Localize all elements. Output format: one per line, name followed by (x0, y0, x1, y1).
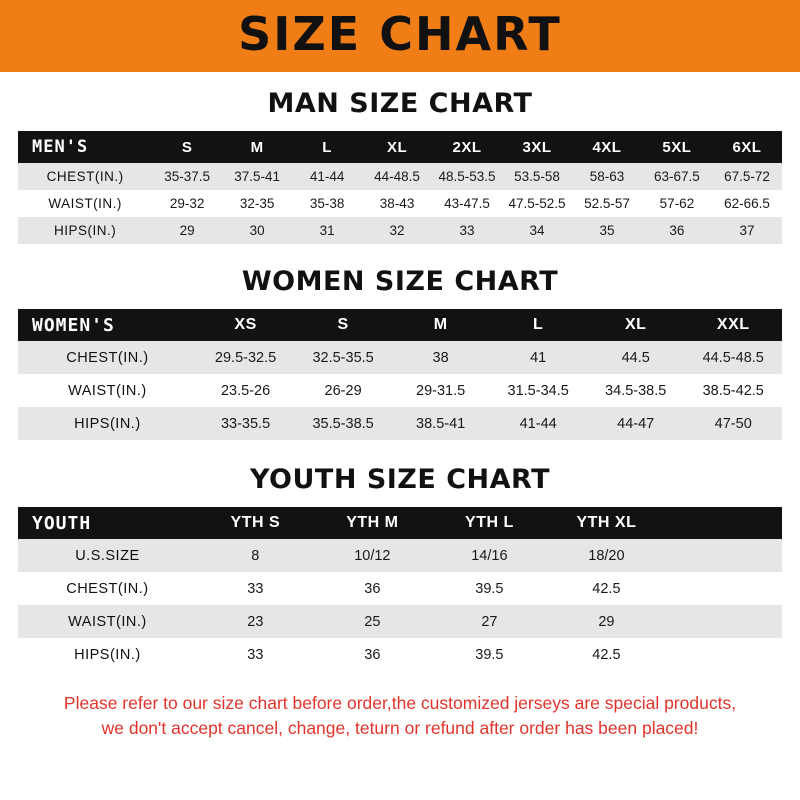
women-hips-l: 41-44 (519, 415, 557, 432)
man-hips-5xl: 36 (669, 223, 685, 238)
youth-row-chest-label: CHEST(IN.) (66, 580, 149, 597)
women-size-table (18, 309, 782, 440)
youth-header-m: YTH M (346, 514, 399, 531)
women-row-chest-label: CHEST(IN.) (66, 349, 149, 366)
table-row (18, 605, 782, 638)
man-hips-m: 30 (249, 223, 265, 238)
man-chest-2xl: 48.5-53.5 (438, 169, 496, 184)
man-chest-s: 35-37.5 (164, 169, 211, 184)
policy-note (18, 691, 782, 742)
youth-waist-xl: 29 (598, 613, 615, 630)
man-waist-xl: 38-43 (379, 196, 415, 211)
man-header-6xl: 6XL (732, 138, 762, 156)
women-chest-s: 32.5-35.5 (312, 349, 374, 366)
man-header-l: L (322, 138, 332, 156)
youth-chest-l: 39.5 (475, 580, 504, 597)
women-chest-xl: 44.5 (621, 349, 650, 366)
youth-header-xl: YTH XL (576, 514, 637, 531)
table-row (18, 341, 782, 374)
women-waist-l: 31.5-34.5 (507, 382, 569, 399)
man-hips-2xl: 33 (459, 223, 475, 238)
youth-header-s: YTH S (230, 514, 281, 531)
man-header-5xl: 5XL (662, 138, 692, 156)
man-hips-3xl: 34 (529, 223, 545, 238)
man-waist-3xl: 47.5-52.5 (508, 196, 566, 211)
women-waist-xl: 34.5-38.5 (605, 382, 667, 399)
women-header-xs: XS (234, 316, 257, 333)
women-section-title: WOMEN SIZE CHART (241, 266, 559, 297)
women-waist-xxl: 38.5-42.5 (702, 382, 764, 399)
man-hips-6xl: 37 (739, 223, 755, 238)
table-header-row (18, 507, 782, 539)
youth-hips-xl: 42.5 (592, 646, 621, 663)
man-chest-m: 37.5-41 (234, 169, 281, 184)
youth-ussize-xl: 18/20 (588, 547, 625, 564)
man-waist-2xl: 43-47.5 (444, 196, 490, 211)
youth-chest-xl: 42.5 (592, 580, 621, 597)
page-title: SIZE CHART (238, 7, 562, 61)
man-waist-s: 29-32 (169, 196, 205, 211)
man-header-label: MEN'S (32, 137, 89, 157)
man-size-table (18, 131, 782, 244)
man-hips-4xl: 35 (599, 223, 615, 238)
table-row (18, 638, 782, 671)
youth-header-label: YOUTH (32, 512, 92, 534)
man-header-m: M (250, 138, 264, 156)
youth-table-header (18, 507, 782, 539)
youth-ussize-s: 8 (251, 547, 260, 564)
man-hips-xl: 32 (389, 223, 405, 238)
policy-note-line-2: we don't accept cancel, change, teturn or refund after order has been placed! (101, 718, 699, 739)
youth-hips-empty (665, 638, 782, 671)
women-table-body (18, 341, 782, 440)
women-waist-s: 26-29 (324, 382, 362, 399)
table-row (18, 572, 782, 605)
women-hips-xxl: 47-50 (714, 415, 752, 432)
table-row (18, 217, 782, 244)
man-waist-6xl: 62-66.5 (724, 196, 770, 211)
youth-table-body (18, 539, 782, 671)
man-waist-l: 35-38 (309, 196, 345, 211)
man-header-4xl: 4XL (592, 138, 622, 156)
youth-ussize-empty (665, 539, 782, 572)
women-header-s: S (337, 316, 349, 333)
women-header-xxl: XXL (716, 316, 750, 333)
man-table-body (18, 163, 782, 244)
women-row-waist-label: WAIST(IN.) (68, 382, 147, 399)
women-hips-m: 38.5-41 (416, 415, 466, 432)
youth-section-title: YOUTH SIZE CHART (249, 464, 551, 495)
man-header-xl: XL (386, 138, 408, 156)
youth-waist-s: 23 (247, 613, 264, 630)
youth-row-ussize-label: U.S.SIZE (75, 547, 140, 564)
youth-waist-empty (665, 605, 782, 638)
man-header-2xl: 2XL (452, 138, 482, 156)
youth-row-hips-label: HIPS(IN.) (74, 646, 141, 663)
table-header-row (18, 309, 782, 341)
man-section-title: MAN SIZE CHART (267, 88, 533, 119)
table-row (18, 374, 782, 407)
man-row-waist-label: WAIST(IN.) (48, 196, 122, 211)
women-chest-m: 38 (432, 349, 449, 366)
youth-hips-m: 36 (364, 646, 381, 663)
women-hips-xl: 44-47 (617, 415, 655, 432)
man-row-chest-label: CHEST(IN.) (46, 169, 124, 184)
page-banner (0, 0, 800, 72)
man-waist-5xl: 57-62 (659, 196, 695, 211)
women-chest-xxl: 44.5-48.5 (702, 349, 764, 366)
man-row-hips-label: HIPS(IN.) (53, 223, 117, 238)
content-area (0, 88, 800, 742)
youth-waist-l: 27 (481, 613, 498, 630)
women-header-l: L (533, 316, 544, 333)
youth-row-waist-label: WAIST(IN.) (68, 613, 147, 630)
man-chest-xl: 44-48.5 (374, 169, 420, 184)
policy-note-line-1: Please refer to our size chart before order,the customized jerseys are special products, (63, 693, 737, 713)
man-header-s: S (181, 138, 193, 156)
women-row-hips-label: HIPS(IN.) (74, 415, 141, 432)
youth-hips-l: 39.5 (475, 646, 504, 663)
youth-hips-s: 33 (247, 646, 264, 663)
women-chest-l: 41 (530, 349, 547, 366)
women-header-xl: XL (624, 316, 647, 333)
women-chest-xs: 29.5-32.5 (214, 349, 277, 366)
youth-chest-s: 33 (247, 580, 264, 597)
table-header-row (18, 131, 782, 163)
youth-ussize-m: 10/12 (354, 547, 391, 564)
man-chest-5xl: 63-67.5 (654, 169, 700, 184)
women-header-m: M (433, 316, 448, 333)
women-waist-xs: 23.5-26 (220, 382, 271, 399)
man-header-3xl: 3XL (522, 138, 552, 156)
women-table-header (18, 309, 782, 341)
man-table-header (18, 131, 782, 163)
table-row (18, 190, 782, 217)
youth-header-l: YTH L (465, 514, 514, 531)
youth-chest-empty (665, 572, 782, 605)
women-waist-m: 29-31.5 (416, 382, 466, 399)
man-chest-3xl: 53.5-58 (514, 169, 560, 184)
table-row (18, 407, 782, 440)
man-hips-l: 31 (319, 223, 335, 238)
youth-waist-m: 25 (364, 613, 381, 630)
man-waist-4xl: 52.5-57 (584, 196, 630, 211)
man-chest-4xl: 58-63 (589, 169, 625, 184)
women-hips-s: 35.5-38.5 (312, 415, 374, 432)
table-row (18, 539, 782, 572)
man-chest-l: 41-44 (309, 169, 345, 184)
youth-ussize-l: 14/16 (471, 547, 508, 564)
women-header-label: WOMEN'S (32, 314, 115, 336)
youth-header-empty (665, 507, 782, 539)
women-hips-xs: 33-35.5 (220, 415, 271, 432)
man-waist-m: 32-35 (239, 196, 275, 211)
man-chest-6xl: 67.5-72 (724, 169, 770, 184)
man-hips-s: 29 (179, 223, 195, 238)
youth-chest-m: 36 (364, 580, 381, 597)
table-row (18, 163, 782, 190)
youth-size-table (18, 507, 782, 671)
